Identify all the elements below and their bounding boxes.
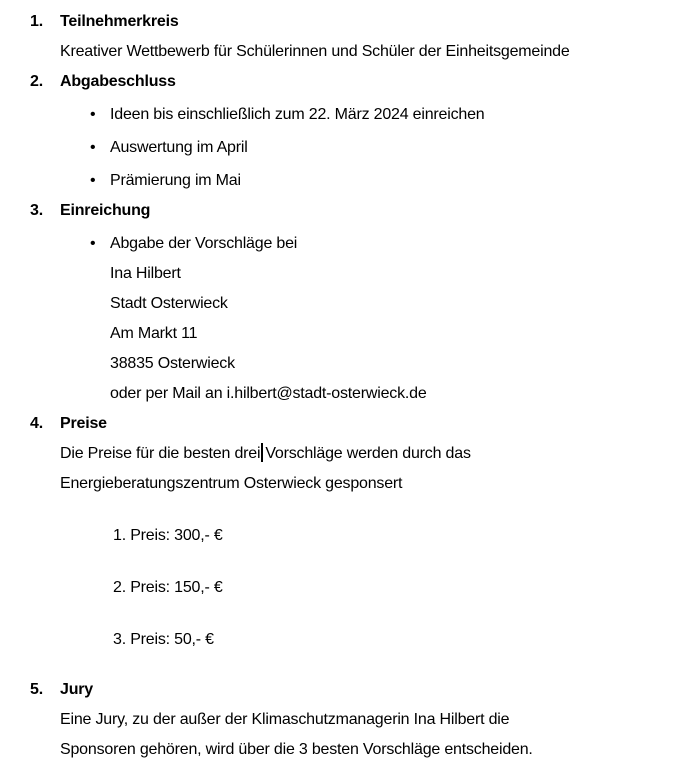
bullet-text: Ideen bis einschließlich zum 22. März 2024 einreichen — [110, 106, 485, 123]
section-title: Preise — [60, 415, 107, 432]
bullet-text: Auswertung im April — [110, 139, 248, 156]
section-number: 5. — [30, 681, 43, 698]
bullet-item — [90, 100, 688, 130]
bullet-item — [90, 229, 688, 259]
paragraph-line: Kreativer Wettbewerb für Schülerinnen und Schüler der Einheitsgemeinde — [60, 43, 570, 60]
section-title: Teilnehmerkreis — [60, 13, 179, 30]
bullet-icon: • — [90, 172, 96, 189]
section-number: 1. — [30, 13, 43, 30]
bullet-item — [90, 166, 688, 196]
address-line-zip: 38835 Osterwieck — [110, 355, 235, 372]
bullet-icon: • — [90, 235, 96, 252]
section-number: 2. — [30, 73, 43, 90]
paragraph-line-with-cursor — [60, 439, 688, 469]
section-title: Einreichung — [60, 202, 151, 219]
bullet-icon: • — [90, 106, 96, 123]
section-heading-jury — [0, 675, 688, 705]
address-line-street: Am Markt 11 — [110, 325, 198, 342]
section-heading-preise — [0, 409, 688, 439]
paragraph-line: Eine Jury, zu der außer der Klimaschutzmanagerin Ina Hilbert die — [60, 711, 510, 728]
address-line-name: Ina Hilbert — [110, 265, 181, 282]
bullet-item — [90, 133, 688, 163]
text-cursor — [261, 443, 263, 462]
section-number: 3. — [30, 202, 43, 219]
address-line-city-org: Stadt Osterwieck — [110, 295, 228, 312]
prize-item-third: 3. Preis: 50,- € — [113, 631, 214, 648]
paragraph-line: Sponsoren gehören, wird über die 3 besten Vorschläge entscheiden. — [60, 741, 533, 758]
section-title: Jury — [60, 681, 93, 698]
paragraph-text-after-cursor: Vorschläge werden durch das — [265, 445, 471, 462]
bullet-text: Prämierung im Mai — [110, 172, 241, 189]
section-title: Abgabeschluss — [60, 73, 176, 90]
paragraph-text-before-cursor: Die Preise für die besten drei — [60, 445, 261, 462]
section-number: 4. — [30, 415, 43, 432]
section-heading-abgabeschluss — [0, 67, 688, 97]
bullet-icon: • — [90, 139, 96, 156]
prize-item-second: 2. Preis: 150,- € — [113, 579, 223, 596]
bullet-text: Abgabe der Vorschläge bei — [110, 235, 298, 252]
address-line-email: oder per Mail an i.hilbert@stadt-osterwieck.de — [110, 385, 427, 402]
section-heading-teilnehmerkreis — [0, 7, 688, 37]
paragraph-line: Energieberatungszentrum Osterwieck gesponsert — [60, 475, 403, 492]
prize-item-first: 1. Preis: 300,- € — [113, 527, 223, 544]
section-heading-einreichung — [0, 196, 688, 226]
